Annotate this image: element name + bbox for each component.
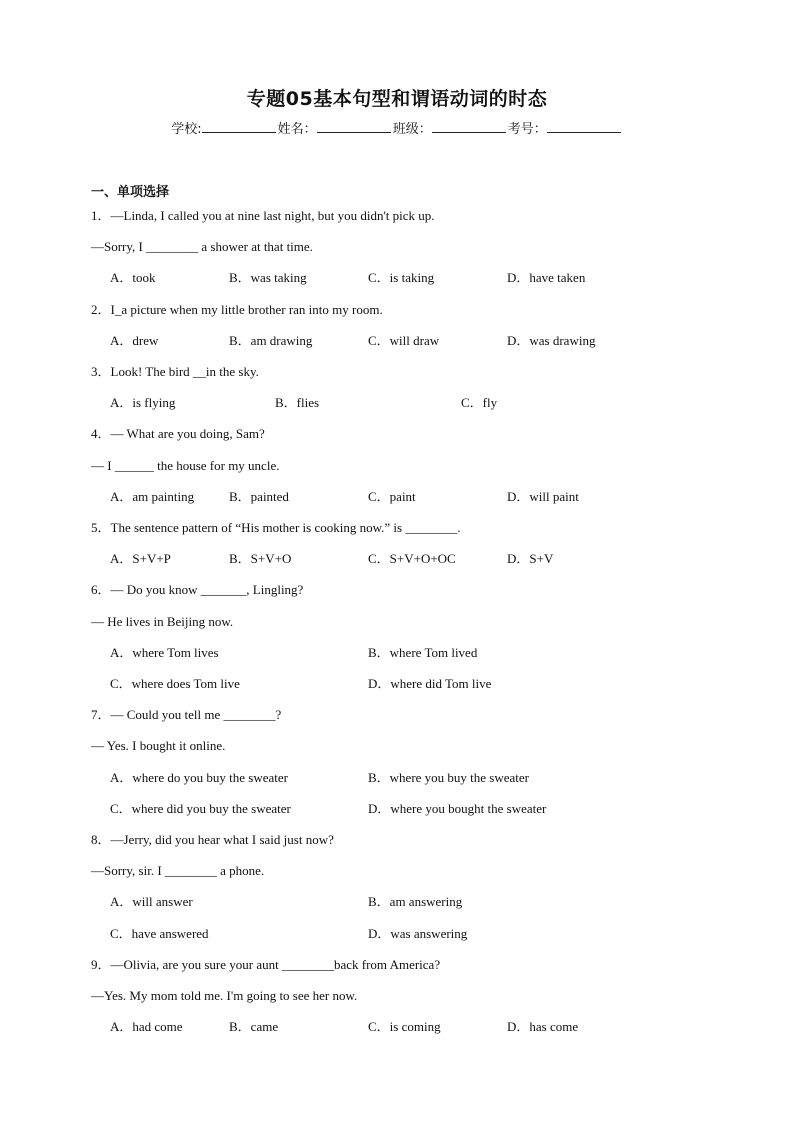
question-7-option-b[interactable]: B．where you buy the sweater (368, 770, 530, 785)
question-4-option-a[interactable]: A．am painting (110, 489, 195, 504)
question-3-option-a[interactable]: A．is flying (110, 395, 176, 410)
page-title: 专题05基本句型和谓语动词的时态 (246, 88, 548, 110)
question-1-response: —Sorry, I ________ a shower at that time. (91, 239, 313, 254)
question-8-stem: 8．—Jerry, did you hear what I said just now? (91, 832, 334, 847)
question-6-option-a[interactable]: A．where Tom lives (110, 645, 219, 660)
question-7-option-c[interactable]: C．where did you buy the sweater (110, 801, 291, 816)
question-9-option-c[interactable]: C．is coming (368, 1019, 441, 1034)
question-5-option-d[interactable]: D．S+V (507, 551, 554, 566)
question-8-option-b[interactable]: B．am answering (368, 894, 463, 909)
question-8-option-d[interactable]: D．was answering (368, 926, 468, 941)
question-1-option-d[interactable]: D．have taken (507, 270, 586, 285)
question-4-response: — I ______ the house for my uncle. (91, 458, 280, 473)
class-blank[interactable] (432, 118, 506, 133)
question-3-stem: 3．Look! The bird __in the sky. (91, 364, 259, 379)
question-8-option-c[interactable]: C．have answered (110, 926, 209, 941)
question-4-stem: 4．— What are you doing, Sam? (91, 426, 265, 441)
question-2-option-c[interactable]: C．will draw (368, 333, 440, 348)
school-label: 学校: (171, 122, 202, 137)
question-2-stem: 2．I_a picture when my little brother ran into my room. (91, 302, 383, 317)
section-heading: 一、单项选择 (91, 185, 170, 200)
question-5-option-b[interactable]: B．S+V+O (229, 551, 292, 566)
question-8-response: —Sorry, sir. I ________ a phone. (91, 863, 265, 878)
question-4-option-c[interactable]: C．paint (368, 489, 416, 504)
question-2-option-a[interactable]: A．drew (110, 333, 159, 348)
question-6-option-d[interactable]: D．where did Tom live (368, 676, 492, 691)
student-info-row (0, 118, 794, 137)
question-6-option-b[interactable]: B．where Tom lived (368, 645, 478, 660)
school-blank[interactable] (202, 118, 276, 133)
question-7-stem: 7．— Could you tell me ________? (91, 707, 282, 722)
question-1-option-a[interactable]: A．took (110, 270, 156, 285)
question-9-option-a[interactable]: A．had come (110, 1019, 183, 1034)
question-1-option-c[interactable]: C．is taking (368, 270, 435, 285)
class-label: 班级： (392, 122, 432, 137)
question-7-response: — Yes. I bought it online. (91, 738, 226, 753)
question-2-option-d[interactable]: D．was drawing (507, 333, 596, 348)
question-1-stem: 1．—Linda, I called you at nine last night, but you didn't pick up. (91, 208, 435, 223)
question-8-option-a[interactable]: A．will answer (110, 894, 193, 909)
question-9-option-d[interactable]: D．has come (507, 1019, 579, 1034)
question-6-stem: 6．— Do you know _______, Lingling? (91, 582, 304, 597)
exam-no-label: 考号： (507, 122, 547, 137)
question-3-option-b[interactable]: B．flies (275, 395, 320, 410)
question-7-option-a[interactable]: A．where do you buy the sweater (110, 770, 288, 785)
question-9-stem: 9．—Olivia, are you sure your aunt ________back from America? (91, 957, 441, 972)
question-5-option-c[interactable]: C．S+V+O+OC (368, 551, 456, 566)
name-label: 姓名： (277, 122, 317, 137)
question-6-response: — He lives in Beijing now. (91, 614, 234, 629)
question-7-option-d[interactable]: D．where you bought the sweater (368, 801, 547, 816)
question-4-option-d[interactable]: D．will paint (507, 489, 579, 504)
question-6-option-c[interactable]: C．where does Tom live (110, 676, 240, 691)
question-9-response: —Yes. My mom told me. I'm going to see her now. (91, 988, 358, 1003)
exam-no-blank[interactable] (547, 118, 621, 133)
question-1-option-b[interactable]: B．was taking (229, 270, 307, 285)
question-5-option-a[interactable]: A．S+V+P (110, 551, 171, 566)
name-blank[interactable] (317, 118, 391, 133)
question-9-option-b[interactable]: B．came (229, 1019, 279, 1034)
question-5-stem: 5．The sentence pattern of “His mother is cooking now.” is ________. (91, 520, 461, 535)
question-2-option-b[interactable]: B．am drawing (229, 333, 313, 348)
question-3-option-c[interactable]: C．fly (461, 395, 498, 410)
question-4-option-b[interactable]: B．painted (229, 489, 289, 504)
